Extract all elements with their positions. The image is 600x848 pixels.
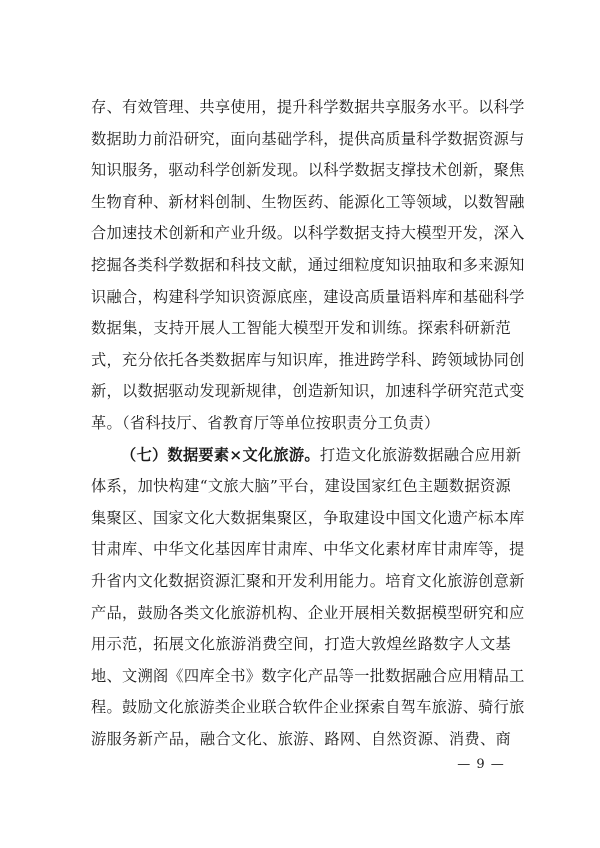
text-line: 数据助力前沿研究，面向基础学科，提供高质量科学数据资源与 <box>91 129 525 148</box>
section-first-line <box>91 440 522 472</box>
section-heading: （七）数据要素×文化旅游。 <box>121 445 320 464</box>
text-line: 体系，加快构建“文旅大脑”平台，建设国家红色主题数据资源 <box>91 477 511 496</box>
text-line: 存、有效管理、共享使用，提升科学数据共享服务水平。以科学 <box>91 98 525 116</box>
paragraph-last-line: 革。（省科技厅、省教育厅等单位按职责分工负责） <box>91 413 440 432</box>
text-line: 用示范，拓展文化旅游消费空间，打造大敦煌丝路数字人文基 <box>91 635 511 654</box>
text-line: 产品，鼓励各类文化旅游机构、企业开展相关数据模型研究和应 <box>91 603 525 622</box>
text-line: 数据集，支持开展人工智能大模型开发和训练。探索科研新范 <box>91 319 511 338</box>
text-line: 识融合，构建科学知识资源底座，建设高质量语料库和基础科学 <box>91 287 525 306</box>
body-text <box>91 92 525 755</box>
text-line: 程。鼓励文化旅游类企业联合软件企业探索自驾车旅游、骑行旅 <box>91 698 525 717</box>
text-line: 式，充分依托各类数据库与知识库，推进跨学科、跨领域协同创 <box>91 350 525 369</box>
section-first-line-text: 打造文化旅游数据融合应用新 <box>319 445 522 464</box>
page-number: — 9 — <box>457 757 505 772</box>
text-line: 地、文溯阁《四库全书》数字化产品等一批数据融合应用精品工 <box>91 666 525 685</box>
text-line: 游服务新产品，融合文化、旅游、路网、自然资源、消费、商 <box>91 729 511 748</box>
text-line: 甘肃库、中华文化基因库甘肃库、中华文化素材库甘肃库等，提 <box>91 540 525 559</box>
text-line: 生物育种、新材料创制、生物医药、能源化工等领域，以数智融 <box>91 192 525 211</box>
text-line: 知识服务，驱动科学创新发现。以科学数据支撑技术创新，聚焦 <box>91 161 525 180</box>
text-line: 集聚区、国家文化大数据集聚区，争取建设中国文化遗产标本库 <box>91 508 525 527</box>
text-line: 挖掘各类科学数据和科技文献，通过细粒度知识抽取和多来源知 <box>91 255 525 274</box>
text-line: 升省内文化数据资源汇聚和开发利用能力。培育文化旅游创意新 <box>91 571 525 590</box>
text-line: 合加速技术创新和产业升级。以科学数据支持大模型开发，深入 <box>91 224 525 243</box>
text-line: 新，以数据驱动发现新规律，创造新知识，加速科学研究范式变 <box>91 382 525 401</box>
